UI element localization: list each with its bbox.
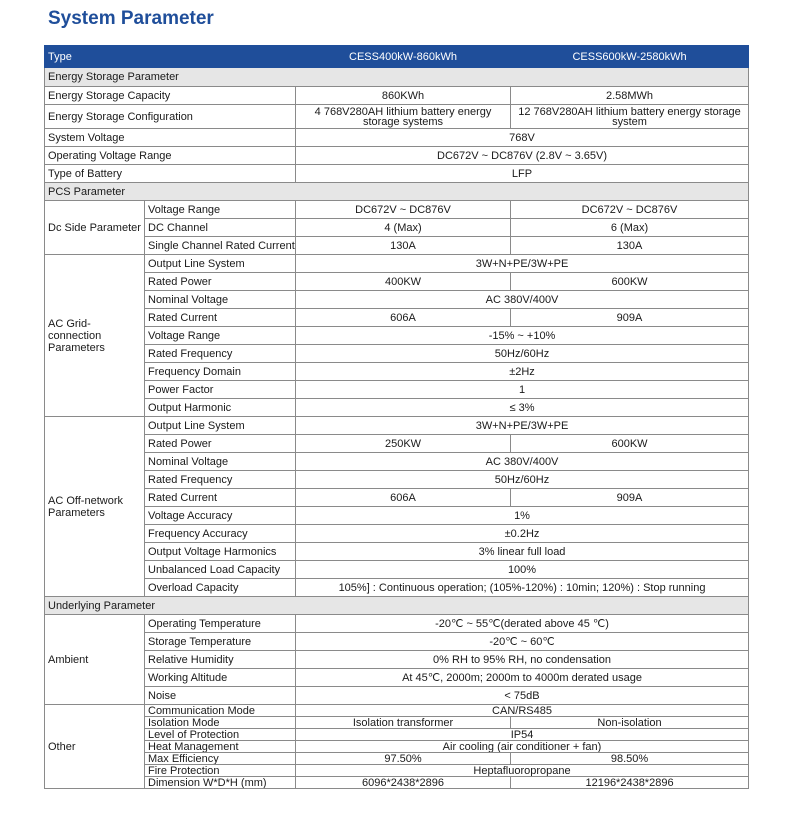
row-value-2: 12196*2438*2896 — [511, 777, 749, 789]
row-label: Energy Storage Configuration — [45, 105, 296, 129]
table-row — [45, 525, 749, 543]
row-label: Overload Capacity — [145, 579, 296, 597]
row-value-1: 606A — [296, 489, 511, 507]
group-ambient: Ambient — [45, 615, 145, 705]
row-label: Unbalanced Load Capacity — [145, 561, 296, 579]
group-dc-side: Dc Side Parameter — [45, 201, 145, 255]
table-row — [45, 651, 749, 669]
row-label: Dimension W*D*H (mm) — [145, 777, 296, 789]
row-label: Frequency Accuracy — [145, 525, 296, 543]
row-value-2: 6 (Max) — [511, 219, 749, 237]
row-label: Frequency Domain — [145, 363, 296, 381]
row-label: Fire Protection — [145, 765, 296, 777]
row-value-2: 600KW — [511, 435, 749, 453]
row-value-1: 97.50% — [296, 753, 511, 765]
row-value: At 45℃, 2000m; 2000m to 4000m derated usage — [296, 669, 749, 687]
table-row — [45, 633, 749, 651]
row-label: Heat Management — [145, 741, 296, 753]
table-row — [45, 105, 749, 129]
section-row — [45, 597, 749, 615]
table-row — [45, 255, 749, 273]
row-label: Voltage Accuracy — [145, 507, 296, 525]
row-value: 768V — [296, 129, 749, 147]
row-value: 50Hz/60Hz — [296, 471, 749, 489]
row-value: IP54 — [296, 729, 749, 741]
row-label: DC Channel — [145, 219, 296, 237]
table-row — [45, 729, 749, 741]
row-value-1: 4 768V280AH lithium battery energy storage systems — [296, 105, 511, 129]
table-row — [45, 543, 749, 561]
table-row — [45, 147, 749, 165]
row-label: Communication Mode — [145, 705, 296, 717]
table-row — [45, 753, 749, 765]
row-label: Output Harmonic — [145, 399, 296, 417]
row-value: 1 — [296, 381, 749, 399]
table-row — [45, 435, 749, 453]
table-row — [45, 219, 749, 237]
row-value-2: 12 768V280AH lithium battery energy storage system — [511, 105, 749, 129]
row-label: Isolation Mode — [145, 717, 296, 729]
row-value-1: 6096*2438*2896 — [296, 777, 511, 789]
row-label: Rated Frequency — [145, 471, 296, 489]
row-label: Level of Protection — [145, 729, 296, 741]
row-value: 0% RH to 95% RH, no condensation — [296, 651, 749, 669]
row-label: Voltage Range — [145, 201, 296, 219]
row-value: AC 380V/400V — [296, 291, 749, 309]
row-value-1: 130A — [296, 237, 511, 255]
row-label: Rated Current — [145, 309, 296, 327]
table-row — [45, 561, 749, 579]
row-value-1: DC672V ~ DC876V — [296, 201, 511, 219]
table-row — [45, 717, 749, 729]
table-row — [45, 87, 749, 105]
table-row — [45, 507, 749, 525]
spec-table — [44, 45, 749, 789]
row-label: Rated Current — [145, 489, 296, 507]
table-row — [45, 309, 749, 327]
group-ac-grid: AC Grid-connection Parameters — [45, 255, 145, 417]
table-row — [45, 453, 749, 471]
row-value: ±0.2Hz — [296, 525, 749, 543]
table-header-row — [45, 46, 749, 68]
table-row — [45, 129, 749, 147]
row-value-1: Isolation transformer — [296, 717, 511, 729]
table-row — [45, 417, 749, 435]
row-label: Operating Temperature — [145, 615, 296, 633]
table-row — [45, 201, 749, 219]
row-value-1: 860KWh — [296, 87, 511, 105]
row-value: < 75dB — [296, 687, 749, 705]
row-value: -20℃ ~ 60℃ — [296, 633, 749, 651]
row-label: Max Efficiency — [145, 753, 296, 765]
table-row — [45, 669, 749, 687]
section-underlying-title: Underlying Parameter — [45, 597, 749, 615]
table-row — [45, 165, 749, 183]
row-value: CAN/RS485 — [296, 705, 749, 717]
table-row — [45, 741, 749, 753]
table-row — [45, 615, 749, 633]
header-model-1: CESS400kW-860kWh — [296, 46, 511, 68]
table-row — [45, 705, 749, 717]
row-value-2: 98.50% — [511, 753, 749, 765]
table-row — [45, 291, 749, 309]
row-value: 3% linear full load — [296, 543, 749, 561]
table-row — [45, 381, 749, 399]
row-value-2: 600KW — [511, 273, 749, 291]
row-value: 1% — [296, 507, 749, 525]
row-value: -20℃ ~ 55℃(derated above 45 ℃) — [296, 615, 749, 633]
section-energy-title: Energy Storage Parameter — [45, 68, 749, 87]
section-row — [45, 68, 749, 87]
row-label: System Voltage — [45, 129, 296, 147]
table-row — [45, 273, 749, 291]
row-value-1: 250KW — [296, 435, 511, 453]
table-row — [45, 327, 749, 345]
row-value: 3W+N+PE/3W+PE — [296, 255, 749, 273]
table-row — [45, 237, 749, 255]
row-label: Energy Storage Capacity — [45, 87, 296, 105]
group-other: Other — [45, 705, 145, 789]
table-row — [45, 363, 749, 381]
row-value-2: Non-isolation — [511, 717, 749, 729]
row-label: Noise — [145, 687, 296, 705]
row-value: 50Hz/60Hz — [296, 345, 749, 363]
table-row — [45, 345, 749, 363]
row-label: Output Voltage Harmonics — [145, 543, 296, 561]
row-value: AC 380V/400V — [296, 453, 749, 471]
row-value: ≤ 3% — [296, 399, 749, 417]
row-value-2: 2.58MWh — [511, 87, 749, 105]
section-row — [45, 183, 749, 201]
row-value: 100% — [296, 561, 749, 579]
table-row — [45, 579, 749, 597]
page-title: System Parameter — [48, 8, 214, 29]
row-label: Working Altitude — [145, 669, 296, 687]
row-label: Output Line System — [145, 417, 296, 435]
row-value: 3W+N+PE/3W+PE — [296, 417, 749, 435]
table-row — [45, 777, 749, 789]
section-pcs-title: PCS Parameter — [45, 183, 749, 201]
table-row — [45, 687, 749, 705]
row-value-2: 909A — [511, 309, 749, 327]
row-label: Voltage Range — [145, 327, 296, 345]
row-value-1: 4 (Max) — [296, 219, 511, 237]
table-row — [45, 489, 749, 507]
row-label: Rated Power — [145, 435, 296, 453]
row-label: Single Channel Rated Current — [145, 237, 296, 255]
row-label: Rated Frequency — [145, 345, 296, 363]
row-value: -15% ~ +10% — [296, 327, 749, 345]
row-label: Nominal Voltage — [145, 453, 296, 471]
row-value-1: 400KW — [296, 273, 511, 291]
row-value-2: 130A — [511, 237, 749, 255]
row-value-2: 909A — [511, 489, 749, 507]
row-value-2: DC672V ~ DC876V — [511, 201, 749, 219]
table-row — [45, 471, 749, 489]
row-value: Air cooling (air conditioner + fan) — [296, 741, 749, 753]
row-value: ±2Hz — [296, 363, 749, 381]
header-model-2: CESS600kW-2580kWh — [511, 46, 749, 68]
table-row — [45, 765, 749, 777]
header-type: Type — [45, 46, 296, 68]
row-label: Power Factor — [145, 381, 296, 399]
row-value-1: 606A — [296, 309, 511, 327]
group-ac-off-network: AC Off-network Parameters — [45, 417, 145, 597]
row-value: 105%] : Continuous operation; (105%-120%) : 10min; 120%) : Stop running — [296, 579, 749, 597]
row-label: Rated Power — [145, 273, 296, 291]
table-row — [45, 399, 749, 417]
row-label: Operating Voltage Range — [45, 147, 296, 165]
row-value: Heptafluoropropane — [296, 765, 749, 777]
row-label: Relative Humidity — [145, 651, 296, 669]
row-value: DC672V ~ DC876V (2.8V ~ 3.65V) — [296, 147, 749, 165]
row-label: Nominal Voltage — [145, 291, 296, 309]
row-label: Output Line System — [145, 255, 296, 273]
row-value: LFP — [296, 165, 749, 183]
row-label: Type of Battery — [45, 165, 296, 183]
row-label: Storage Temperature — [145, 633, 296, 651]
